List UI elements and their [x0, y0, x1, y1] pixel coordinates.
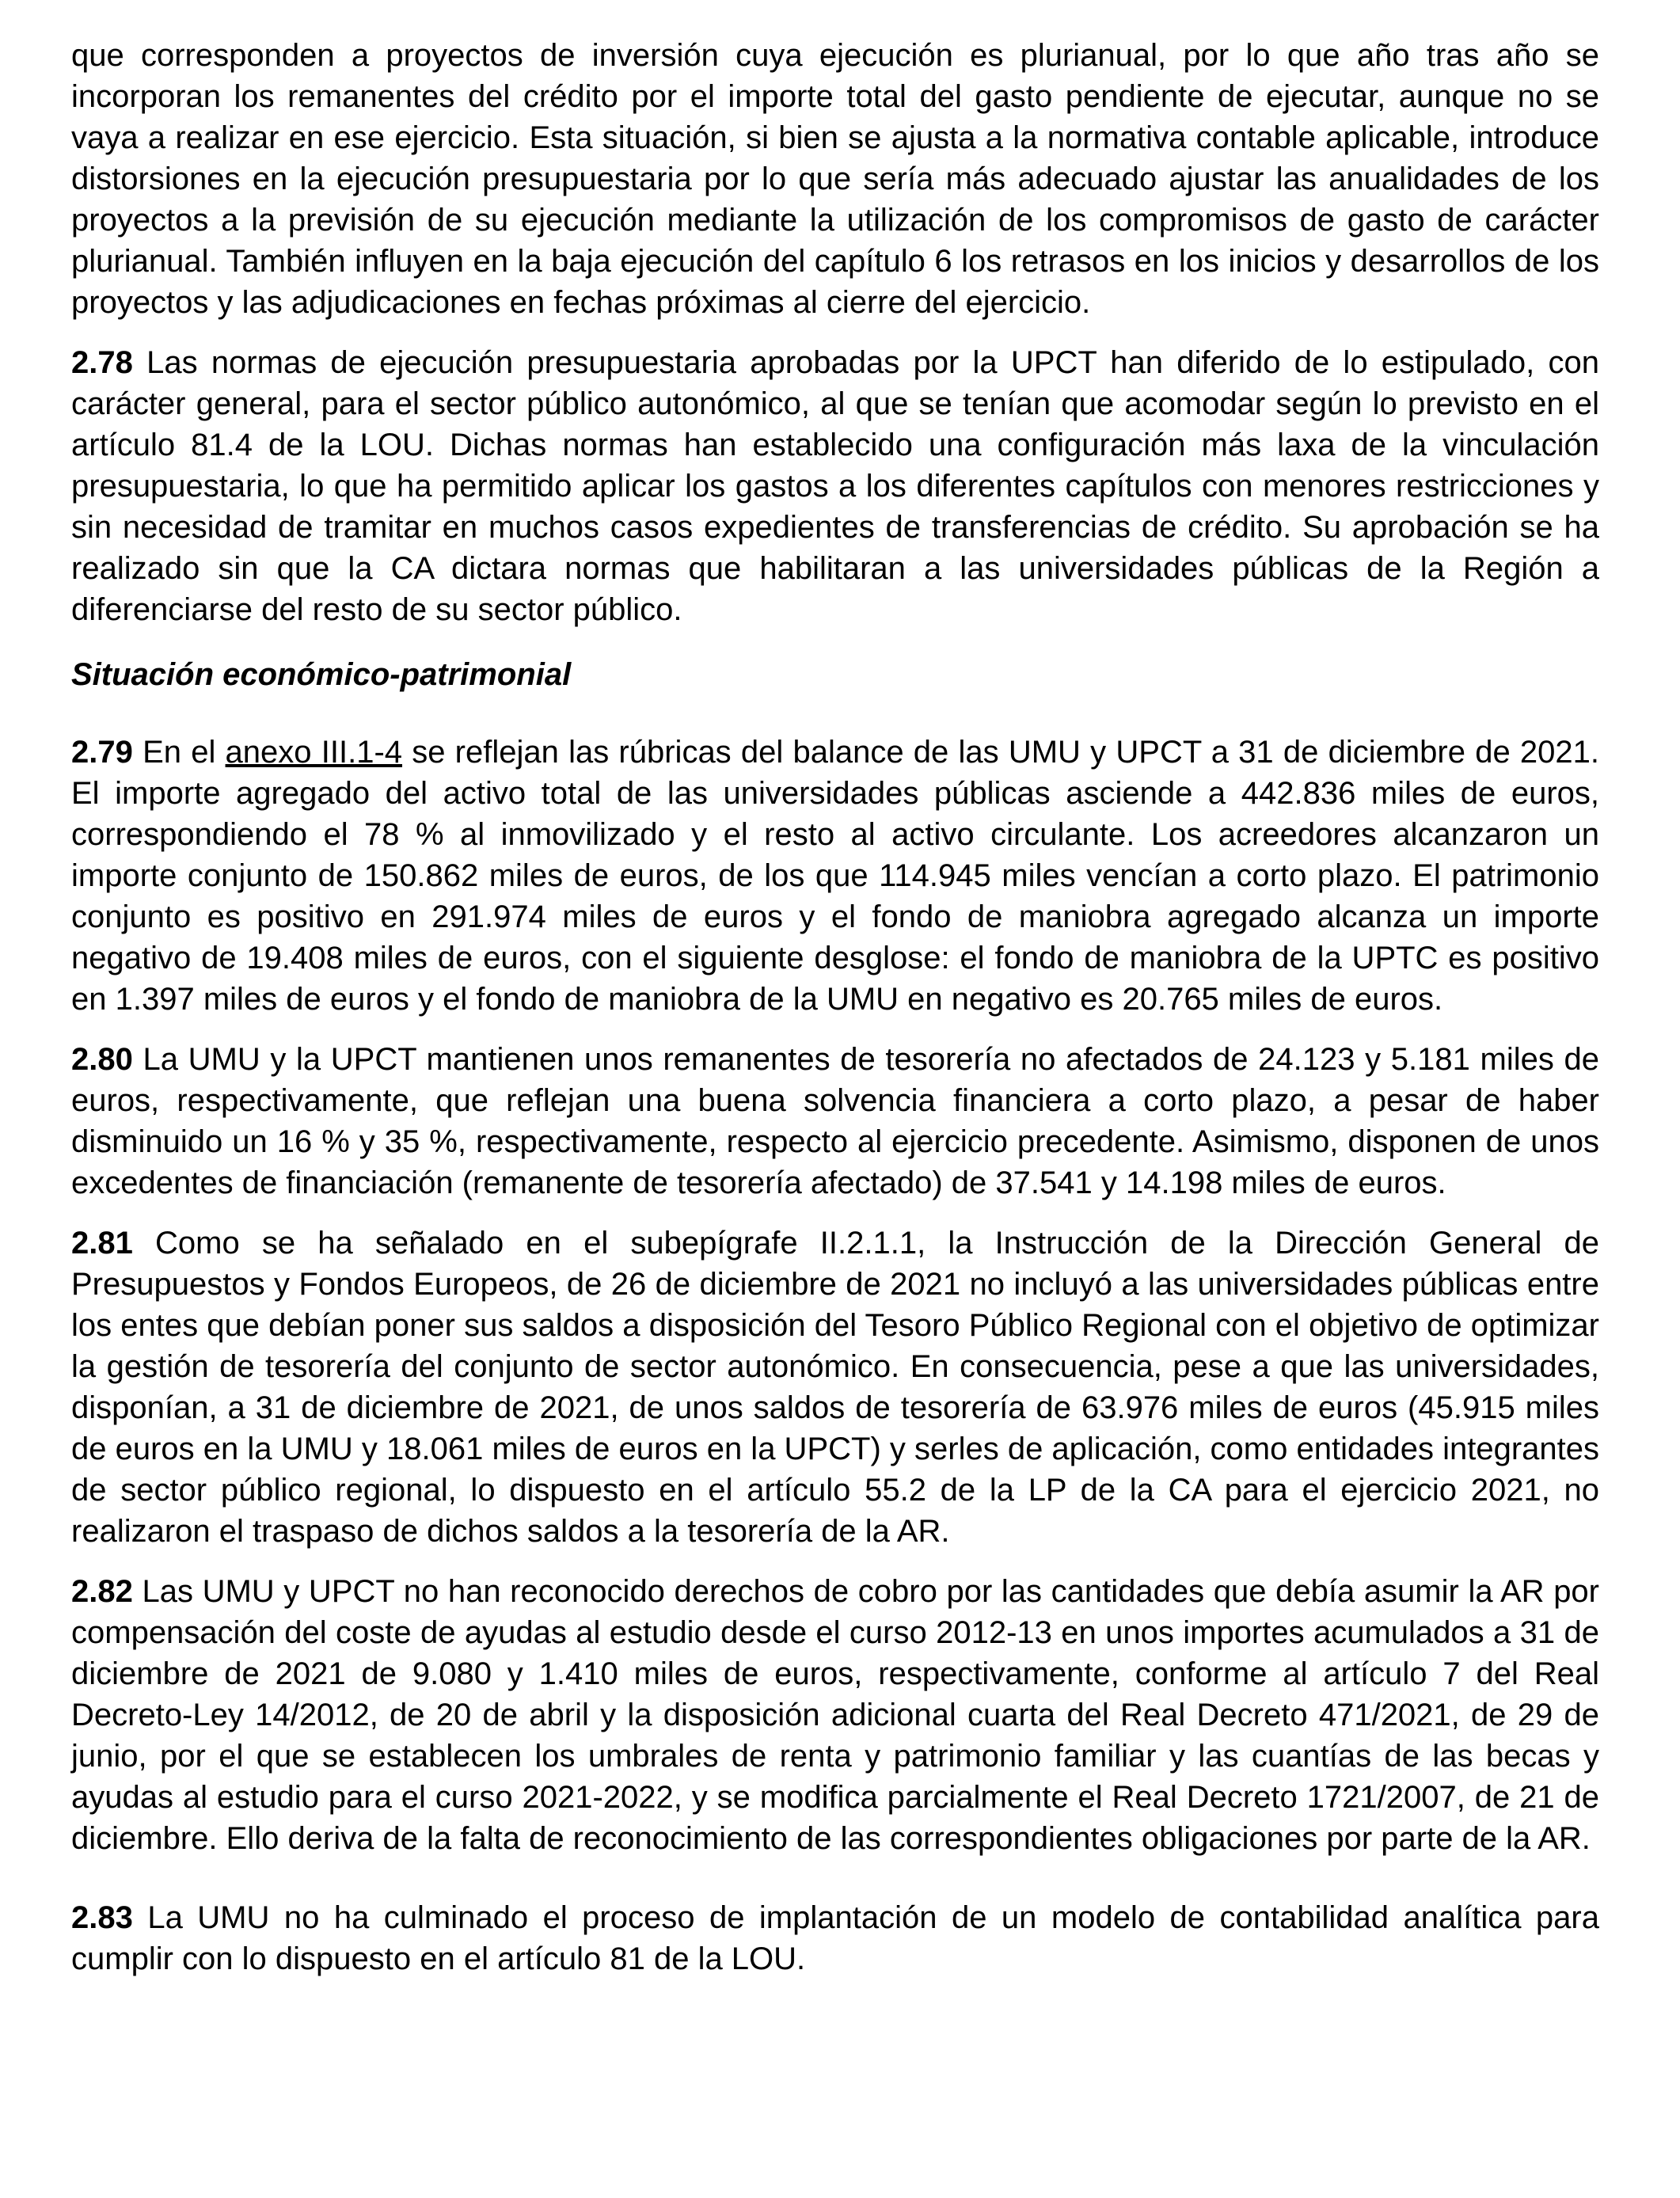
paragraph-number: 2.83 — [71, 1900, 133, 1935]
paragraph-2-79 — [71, 732, 1599, 1020]
paragraph-text: se reflejan las rúbricas del balance de las UMU y UPCT a 31 de diciembre de 2021. El importe agregado del activo total de las universidades públicas asciende a 442.836 miles de euros, correspondiendo el 78 % al inmovilizado y el resto al activo circulante. Los acreedores alcanzaron un importe conjunto de 150.862 miles de euros, de los que 114.945 miles vencían a corto plazo. El patrimonio conjunto es positivo en 291.974 miles de euros y el fondo de maniobra agregado alcanza un importe negativo de 19.408 miles de euros, con el siguiente desglose: el fondo de maniobra de la UPTC es positivo en 1.397 miles de euros y el fondo de maniobra de la UMU en negativo es 20.765 miles de euros. — [71, 735, 1599, 1017]
paragraph-number: 2.80 — [71, 1042, 133, 1077]
paragraph-continuation — [71, 35, 1599, 323]
paragraph-2-83 — [71, 1897, 1599, 1979]
anexo-link[interactable]: anexo III.1-4 — [225, 735, 403, 770]
document-page — [71, 35, 1599, 1998]
paragraph-number: 2.82 — [71, 1574, 133, 1609]
paragraph-2-81 — [71, 1223, 1599, 1552]
paragraph-text: Las UMU y UPCT no han reconocido derechos de cobro por las cantidades que debía asumir la AR por compensación del coste de ayudas al estudio desde el curso 2012-13 en unos importes acumulados a 31 de diciembre de 2021 de 9.080 y 1.410 miles de euros, respectivamente, conforme al artículo 7 del Real Decreto-Ley 14/2012, de 20 de abril y la disposición adicional cuarta del Real Decreto 471/2021, de 29 de junio, por el que se establecen los umbrales de renta y patrimonio familiar y las cuantías de las becas y ayudas al estudio para el curso 2021-2022, y se modifica parcialmente el Real Decreto 1721/2007, de 21 de diciembre. Ello deriva de la falta de reconocimiento de las correspondientes obligaciones por parte de la AR. — [71, 1574, 1599, 1856]
paragraph-2-82 — [71, 1571, 1599, 1859]
paragraph-number: 2.81 — [71, 1226, 133, 1261]
paragraph-text: Las normas de ejecución presupuestaria aprobadas por la UPCT han diferido de lo estipulado, con carácter general, para el sector público autonómico, al que se tenían que acomodar según lo previsto en el artículo 81.4 de la LOU. Dichas normas han establecido una configuración más laxa de la vinculación presupuestaria, lo que ha permitido aplicar los gastos a los diferentes capítulos con menores restricciones y sin necesidad de tramitar en muchos casos expedientes de transferencias de crédito. Su aprobación se ha realizado sin que la CA dictara normas que habilitaran a las universidades públicas de la Región a diferenciarse del resto de su sector público. — [71, 345, 1599, 627]
section-heading: Situación económico-patrimonial — [71, 657, 572, 692]
paragraph-text: La UMU y la UPCT mantienen unos remanentes de tesorería no afectados de 24.123 y 5.181 miles de euros, respectivamente, que reflejan una buena solvencia financiera a corto plazo, a pesar de haber disminuido un 16 % y 35 %, respectivamente, respecto al ejercicio precedente. Asimismo, disponen de unos excedentes de financiación (remanente de tesorería afectado) de 37.541 y 14.198 miles de euros. — [71, 1042, 1599, 1200]
paragraph-2-80 — [71, 1039, 1599, 1204]
paragraph-text: Como se ha señalado en el subepígrafe II.2.1.1, la Instrucción de la Dirección General de Presupuestos y Fondos Europeos, de 26 de diciembre de 2021 no incluyó a las universidades públicas entre los entes que debían poner sus saldos a disposición del Tesoro Público Regional con el objetivo de optimizar la gestión de tesorería del conjunto de sector autonómico. En consecuencia, pese a que las universidades, disponían, a 31 de diciembre de 2021, de unos saldos de tesorería de 63.976 miles de euros (45.915 miles de euros en la UMU y 18.061 miles de euros en la UPCT) y serles de aplicación, como entidades integrantes de sector público regional, lo dispuesto en el artículo 55.2 de la LP de la CA para el ejercicio 2021, no realizaron el traspaso de dichos saldos a la tesorería de la AR. — [71, 1226, 1599, 1549]
paragraph-text: La UMU no ha culminado el proceso de implantación de un modelo de contabilidad analítica para cumplir con lo dispuesto en el artículo 81 de la LOU. — [71, 1900, 1599, 1976]
paragraph-text: En el — [132, 735, 226, 770]
paragraph-2-78 — [71, 342, 1599, 630]
paragraph-number: 2.78 — [71, 345, 133, 380]
paragraph-number: 2.79 — [71, 735, 133, 770]
paragraph-text: que corresponden a proyectos de inversión cuya ejecución es plurianual, por lo que año tras año se incorporan los remanentes del crédito por el importe total del gasto pendiente de ejecutar, aunque no se vaya a realizar en ese ejercicio. Esta situación, si bien se ajusta a la normativa contable aplicable, introduce distorsiones en la ejecución presupuestaria por lo que sería más adecuado ajustar las anualidades de los proyectos a la previsión de su ejecución mediante la utilización de los compromisos de gasto de carácter plurianual. También influyen en la baja ejecución del capítulo 6 los retrasos en los inicios y desarrollos de los proyectos y las adjudicaciones en fechas próximas al cierre del ejercicio. — [71, 38, 1599, 320]
